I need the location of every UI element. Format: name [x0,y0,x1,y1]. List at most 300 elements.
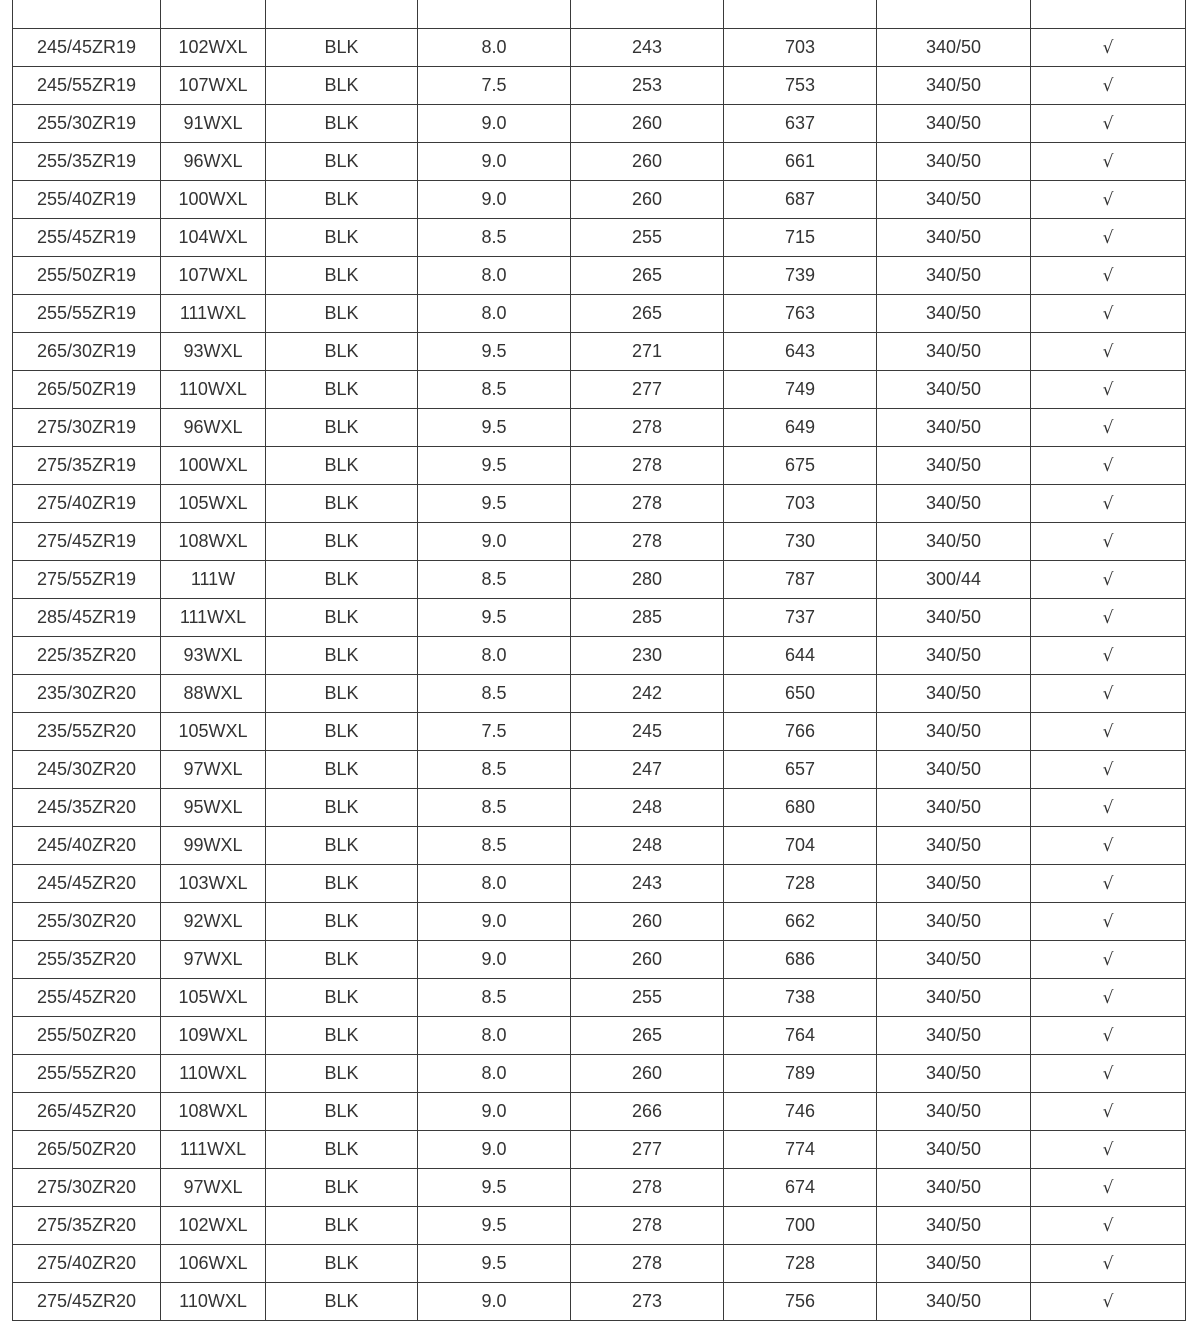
tire-size-cell: 245/55ZR19 [13,67,161,105]
load-speed-index-cell: 111WXL [161,599,266,637]
section-width-cell: 260 [571,903,724,941]
load-pressure-cell: 340/50 [877,67,1031,105]
rim-width-cell [418,0,571,29]
rim-width-cell: 9.0 [418,181,571,219]
sidewall-cell: BLK [266,1207,418,1245]
table-row [13,979,1186,1017]
load-pressure-cell: 340/50 [877,29,1031,67]
tire-size-cell: 255/55ZR20 [13,1055,161,1093]
load-speed-index-cell: 95WXL [161,789,266,827]
sidewall-cell: BLK [266,181,418,219]
load-speed-index-cell: 110WXL [161,1283,266,1321]
rim-width-cell: 8.5 [418,675,571,713]
sidewall-cell [266,0,418,29]
sidewall-cell: BLK [266,371,418,409]
rim-width-cell: 8.0 [418,637,571,675]
overall-diameter-cell: 662 [724,903,877,941]
overall-diameter-cell: 674 [724,1169,877,1207]
sidewall-cell: BLK [266,941,418,979]
load-speed-index-cell: 100WXL [161,447,266,485]
overall-diameter-cell: 680 [724,789,877,827]
rim-width-cell: 8.0 [418,1017,571,1055]
table-row [13,29,1186,67]
load-speed-index-cell: 109WXL [161,1017,266,1055]
rim-width-cell: 8.5 [418,979,571,1017]
overall-diameter-cell: 763 [724,295,877,333]
availability-check-cell: √ [1031,903,1186,941]
overall-diameter-cell: 738 [724,979,877,1017]
tire-size-cell: 265/50ZR20 [13,1131,161,1169]
availability-check-cell: √ [1031,219,1186,257]
rim-width-cell: 9.5 [418,599,571,637]
load-pressure-cell: 340/50 [877,143,1031,181]
rim-width-cell: 8.0 [418,865,571,903]
overall-diameter-cell: 703 [724,485,877,523]
rim-width-cell: 8.0 [418,29,571,67]
section-width-cell: 278 [571,1169,724,1207]
section-width-cell: 255 [571,979,724,1017]
tire-spec-table [12,0,1186,1321]
overall-diameter-cell: 644 [724,637,877,675]
overall-diameter-cell: 643 [724,333,877,371]
overall-diameter-cell: 687 [724,181,877,219]
section-width-cell: 255 [571,219,724,257]
load-pressure-cell: 340/50 [877,941,1031,979]
load-speed-index-cell: 99WXL [161,827,266,865]
availability-check-cell: √ [1031,561,1186,599]
tire-spec-table-body [13,0,1186,1321]
load-pressure-cell: 340/50 [877,1169,1031,1207]
load-speed-index-cell: 111W [161,561,266,599]
availability-check-cell: √ [1031,447,1186,485]
load-speed-index-cell: 110WXL [161,371,266,409]
overall-diameter-cell: 715 [724,219,877,257]
load-pressure-cell: 340/50 [877,295,1031,333]
load-speed-index-cell: 92WXL [161,903,266,941]
sidewall-cell: BLK [266,1245,418,1283]
table-row [13,903,1186,941]
tire-size-cell: 245/45ZR19 [13,29,161,67]
load-pressure-cell: 340/50 [877,409,1031,447]
load-pressure-cell: 340/50 [877,523,1031,561]
table-row [13,751,1186,789]
load-speed-index-cell: 106WXL [161,1245,266,1283]
load-pressure-cell: 340/50 [877,333,1031,371]
load-pressure-cell: 340/50 [877,1245,1031,1283]
load-speed-index-cell: 105WXL [161,485,266,523]
rim-width-cell: 9.0 [418,1131,571,1169]
availability-check-cell: √ [1031,257,1186,295]
load-speed-index-cell: 110WXL [161,1055,266,1093]
tire-size-cell: 275/40ZR20 [13,1245,161,1283]
tire-size-cell: 275/45ZR19 [13,523,161,561]
availability-check-cell: √ [1031,485,1186,523]
rim-width-cell: 8.5 [418,371,571,409]
load-speed-index-cell: 111WXL [161,1131,266,1169]
table-row [13,1017,1186,1055]
sidewall-cell: BLK [266,219,418,257]
load-pressure-cell: 340/50 [877,447,1031,485]
table-row [13,1169,1186,1207]
availability-check-cell: √ [1031,409,1186,447]
section-width-cell: 260 [571,941,724,979]
tire-size-cell: 245/30ZR20 [13,751,161,789]
load-pressure-cell: 340/50 [877,485,1031,523]
availability-check-cell: √ [1031,675,1186,713]
overall-diameter-cell: 756 [724,1283,877,1321]
load-speed-index-cell: 91WXL [161,105,266,143]
section-width-cell: 271 [571,333,724,371]
tire-size-cell: 275/30ZR20 [13,1169,161,1207]
availability-check-cell: √ [1031,333,1186,371]
availability-check-cell: √ [1031,1283,1186,1321]
load-speed-index-cell: 102WXL [161,29,266,67]
rim-width-cell: 8.0 [418,295,571,333]
sidewall-cell: BLK [266,903,418,941]
section-width-cell: 278 [571,1245,724,1283]
rim-width-cell: 9.5 [418,1207,571,1245]
tire-size-cell: 245/45ZR20 [13,865,161,903]
load-pressure-cell: 340/50 [877,105,1031,143]
overall-diameter-cell: 753 [724,67,877,105]
availability-check-cell: √ [1031,143,1186,181]
section-width-cell: 278 [571,409,724,447]
load-pressure-cell: 340/50 [877,1207,1031,1245]
tire-size-cell: 275/35ZR19 [13,447,161,485]
rim-width-cell: 9.0 [418,1093,571,1131]
availability-check-cell: √ [1031,637,1186,675]
section-width-cell: 285 [571,599,724,637]
tire-size-cell: 275/30ZR19 [13,409,161,447]
load-pressure-cell: 340/50 [877,713,1031,751]
sidewall-cell: BLK [266,561,418,599]
availability-check-cell: √ [1031,979,1186,1017]
availability-check-cell: √ [1031,713,1186,751]
availability-check-cell: √ [1031,865,1186,903]
availability-check-cell: √ [1031,105,1186,143]
section-width-cell: 260 [571,143,724,181]
section-width-cell: 265 [571,257,724,295]
load-pressure-cell: 340/50 [877,637,1031,675]
table-row [13,599,1186,637]
overall-diameter-cell: 749 [724,371,877,409]
table-row [13,105,1186,143]
tire-size-cell: 255/30ZR19 [13,105,161,143]
load-speed-index-cell: 97WXL [161,941,266,979]
load-pressure-cell: 340/50 [877,827,1031,865]
sidewall-cell: BLK [266,1169,418,1207]
table-row [13,67,1186,105]
sidewall-cell: BLK [266,979,418,1017]
section-width-cell: 278 [571,523,724,561]
rim-width-cell: 9.5 [418,409,571,447]
sidewall-cell: BLK [266,751,418,789]
tire-size-cell: 255/50ZR19 [13,257,161,295]
sidewall-cell: BLK [266,295,418,333]
tire-size-cell: 255/35ZR20 [13,941,161,979]
overall-diameter-cell: 657 [724,751,877,789]
load-pressure-cell: 340/50 [877,903,1031,941]
section-width-cell: 260 [571,181,724,219]
availability-check-cell: √ [1031,371,1186,409]
load-pressure-cell: 340/50 [877,979,1031,1017]
availability-check-cell: √ [1031,827,1186,865]
table-row [13,485,1186,523]
overall-diameter-cell [724,0,877,29]
table-row [13,941,1186,979]
load-pressure-cell: 340/50 [877,257,1031,295]
tire-size-cell: 245/35ZR20 [13,789,161,827]
rim-width-cell: 7.5 [418,67,571,105]
availability-check-cell: √ [1031,523,1186,561]
load-pressure-cell: 340/50 [877,1283,1031,1321]
load-speed-index-cell: 111WXL [161,295,266,333]
table-row [13,561,1186,599]
tire-size-cell: 275/35ZR20 [13,1207,161,1245]
table-row [13,675,1186,713]
tire-size-cell: 265/30ZR19 [13,333,161,371]
tire-size-cell: 275/45ZR20 [13,1283,161,1321]
overall-diameter-cell: 675 [724,447,877,485]
sidewall-cell: BLK [266,1017,418,1055]
section-width-cell: 266 [571,1093,724,1131]
tire-size-cell: 225/35ZR20 [13,637,161,675]
section-width-cell: 248 [571,789,724,827]
section-width-cell: 245 [571,713,724,751]
overall-diameter-cell: 774 [724,1131,877,1169]
load-pressure-cell: 340/50 [877,865,1031,903]
tire-size-cell: 275/40ZR19 [13,485,161,523]
overall-diameter-cell: 739 [724,257,877,295]
table-row [13,827,1186,865]
load-pressure-cell: 340/50 [877,599,1031,637]
rim-width-cell: 7.5 [418,713,571,751]
availability-check-cell: √ [1031,1093,1186,1131]
availability-check-cell: √ [1031,1055,1186,1093]
overall-diameter-cell: 704 [724,827,877,865]
sidewall-cell: BLK [266,523,418,561]
load-speed-index-cell: 97WXL [161,1169,266,1207]
table-row [13,1283,1186,1321]
rim-width-cell: 9.0 [418,941,571,979]
sidewall-cell: BLK [266,105,418,143]
section-width-cell [571,0,724,29]
overall-diameter-cell: 700 [724,1207,877,1245]
table-row [13,409,1186,447]
overall-diameter-cell: 746 [724,1093,877,1131]
table-row [13,219,1186,257]
section-width-cell: 278 [571,1207,724,1245]
sidewall-cell: BLK [266,865,418,903]
availability-check-cell: √ [1031,29,1186,67]
load-speed-index-cell: 96WXL [161,143,266,181]
table-row [13,865,1186,903]
section-width-cell: 253 [571,67,724,105]
rim-width-cell: 8.5 [418,751,571,789]
sidewall-cell: BLK [266,827,418,865]
section-width-cell: 248 [571,827,724,865]
overall-diameter-cell: 728 [724,1245,877,1283]
availability-check-cell: √ [1031,181,1186,219]
sidewall-cell: BLK [266,599,418,637]
overall-diameter-cell: 661 [724,143,877,181]
tire-size-cell: 265/45ZR20 [13,1093,161,1131]
tire-size-cell [13,0,161,29]
rim-width-cell: 9.5 [418,485,571,523]
load-speed-index-cell: 108WXL [161,523,266,561]
rim-width-cell: 8.5 [418,561,571,599]
overall-diameter-cell: 686 [724,941,877,979]
table-row [13,181,1186,219]
sidewall-cell: BLK [266,1093,418,1131]
overall-diameter-cell: 728 [724,865,877,903]
load-speed-index-cell: 108WXL [161,1093,266,1131]
availability-check-cell: √ [1031,751,1186,789]
overall-diameter-cell: 649 [724,409,877,447]
load-pressure-cell: 340/50 [877,1093,1031,1131]
table-row [13,143,1186,181]
table-row [13,0,1186,29]
table-row [13,333,1186,371]
load-speed-index-cell: 107WXL [161,257,266,295]
rim-width-cell: 8.5 [418,219,571,257]
load-speed-index-cell: 96WXL [161,409,266,447]
overall-diameter-cell: 637 [724,105,877,143]
overall-diameter-cell: 766 [724,713,877,751]
load-speed-index-cell: 93WXL [161,637,266,675]
section-width-cell: 242 [571,675,724,713]
load-speed-index-cell: 103WXL [161,865,266,903]
load-speed-index-cell: 104WXL [161,219,266,257]
section-width-cell: 277 [571,371,724,409]
section-width-cell: 230 [571,637,724,675]
table-row [13,371,1186,409]
section-width-cell: 260 [571,105,724,143]
availability-check-cell: √ [1031,1131,1186,1169]
load-pressure-cell: 340/50 [877,751,1031,789]
availability-check-cell: √ [1031,67,1186,105]
section-width-cell: 265 [571,295,724,333]
section-width-cell: 243 [571,865,724,903]
availability-check-cell: √ [1031,295,1186,333]
tire-size-cell: 275/55ZR19 [13,561,161,599]
tire-size-cell: 255/35ZR19 [13,143,161,181]
sidewall-cell: BLK [266,675,418,713]
load-speed-index-cell: 97WXL [161,751,266,789]
load-pressure-cell: 300/44 [877,561,1031,599]
tire-size-cell: 255/45ZR19 [13,219,161,257]
load-pressure-cell: 340/50 [877,1131,1031,1169]
table-row [13,789,1186,827]
sidewall-cell: BLK [266,1283,418,1321]
section-width-cell: 280 [571,561,724,599]
load-pressure-cell: 340/50 [877,675,1031,713]
tire-size-cell: 255/30ZR20 [13,903,161,941]
load-speed-index-cell: 105WXL [161,713,266,751]
overall-diameter-cell: 650 [724,675,877,713]
load-pressure-cell: 340/50 [877,181,1031,219]
section-width-cell: 265 [571,1017,724,1055]
overall-diameter-cell: 789 [724,1055,877,1093]
section-width-cell: 273 [571,1283,724,1321]
table-row [13,257,1186,295]
rim-width-cell: 9.0 [418,523,571,561]
sidewall-cell: BLK [266,485,418,523]
load-pressure-cell: 340/50 [877,789,1031,827]
tire-size-cell: 235/30ZR20 [13,675,161,713]
rim-width-cell: 9.5 [418,1245,571,1283]
sidewall-cell: BLK [266,713,418,751]
rim-width-cell: 9.5 [418,333,571,371]
tire-size-cell: 255/50ZR20 [13,1017,161,1055]
sidewall-cell: BLK [266,67,418,105]
availability-check-cell: √ [1031,1017,1186,1055]
rim-width-cell: 9.5 [418,1169,571,1207]
tire-size-cell: 255/45ZR20 [13,979,161,1017]
load-speed-index-cell: 107WXL [161,67,266,105]
availability-check-cell: √ [1031,1169,1186,1207]
rim-width-cell: 8.0 [418,257,571,295]
sidewall-cell: BLK [266,447,418,485]
table-row [13,1093,1186,1131]
table-row [13,1245,1186,1283]
load-pressure-cell: 340/50 [877,219,1031,257]
rim-width-cell: 9.0 [418,143,571,181]
rim-width-cell: 9.0 [418,903,571,941]
overall-diameter-cell: 703 [724,29,877,67]
section-width-cell: 278 [571,447,724,485]
sidewall-cell: BLK [266,333,418,371]
table-row [13,1055,1186,1093]
tire-size-cell: 255/55ZR19 [13,295,161,333]
overall-diameter-cell: 764 [724,1017,877,1055]
availability-check-cell: √ [1031,599,1186,637]
table-row [13,1131,1186,1169]
sidewall-cell: BLK [266,29,418,67]
table-row [13,637,1186,675]
availability-check-cell [1031,0,1186,29]
load-pressure-cell: 340/50 [877,1055,1031,1093]
table-row [13,523,1186,561]
rim-width-cell: 9.5 [418,447,571,485]
rim-width-cell: 8.0 [418,1055,571,1093]
sidewall-cell: BLK [266,143,418,181]
availability-check-cell: √ [1031,789,1186,827]
load-pressure-cell: 340/50 [877,371,1031,409]
table-row [13,713,1186,751]
rim-width-cell: 9.0 [418,105,571,143]
section-width-cell: 247 [571,751,724,789]
sidewall-cell: BLK [266,789,418,827]
tire-size-cell: 255/40ZR19 [13,181,161,219]
table-row [13,447,1186,485]
sidewall-cell: BLK [266,1055,418,1093]
load-speed-index-cell: 102WXL [161,1207,266,1245]
load-pressure-cell [877,0,1031,29]
tire-size-cell: 235/55ZR20 [13,713,161,751]
load-speed-index-cell [161,0,266,29]
tire-size-cell: 245/40ZR20 [13,827,161,865]
overall-diameter-cell: 737 [724,599,877,637]
load-speed-index-cell: 105WXL [161,979,266,1017]
load-speed-index-cell: 93WXL [161,333,266,371]
sidewall-cell: BLK [266,1131,418,1169]
sidewall-cell: BLK [266,257,418,295]
availability-check-cell: √ [1031,1207,1186,1245]
rim-width-cell: 8.5 [418,789,571,827]
rim-width-cell: 8.5 [418,827,571,865]
load-pressure-cell: 340/50 [877,1017,1031,1055]
